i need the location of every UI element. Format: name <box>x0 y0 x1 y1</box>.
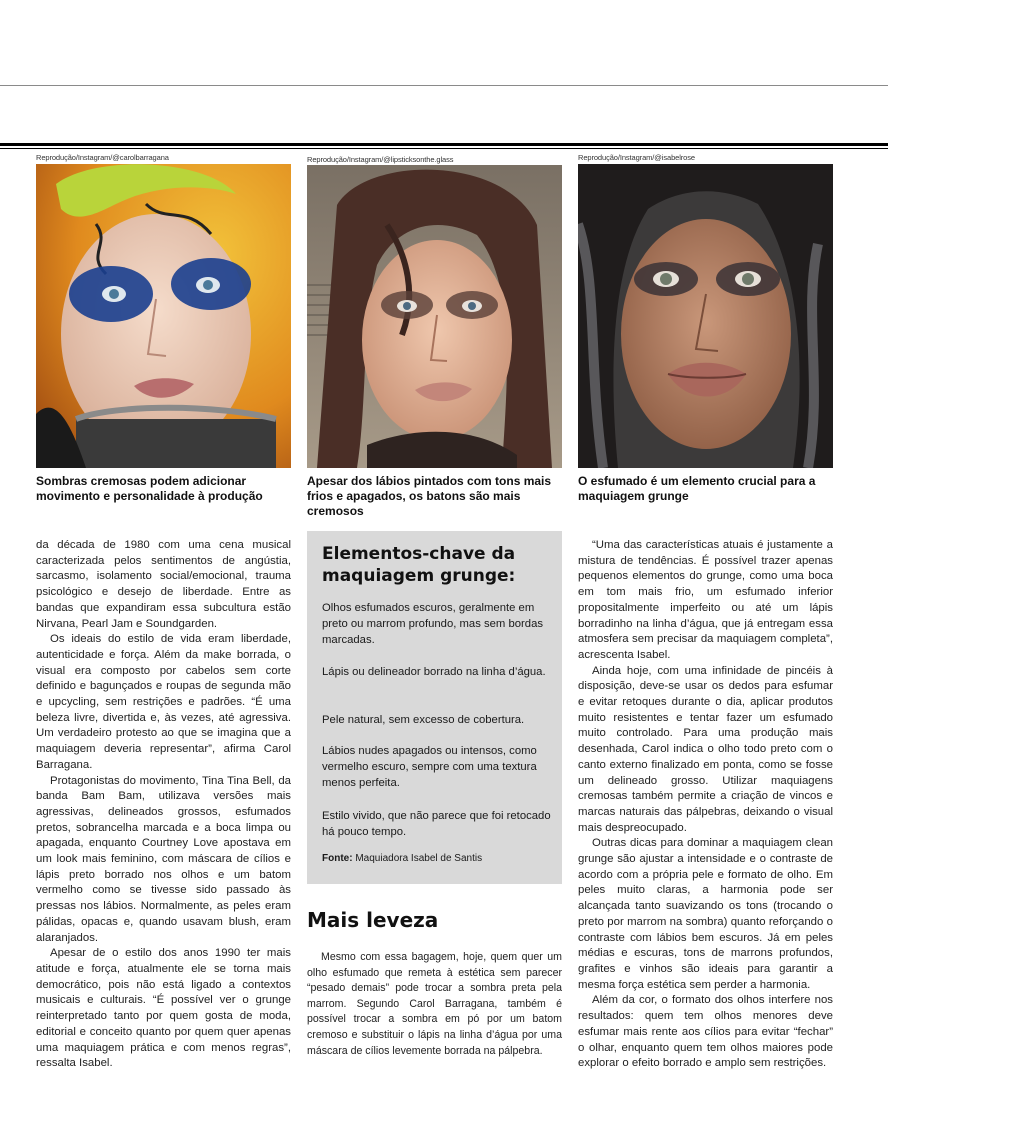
box-title: Elementos-chave da maquiagem grunge: <box>322 544 516 586</box>
photo-caption: O esfumado é um elemento crucial para a maquiagem grunge <box>578 474 816 503</box>
paragraph: Ainda hoje, com uma infinidade de pincéis à disposição, deve-se usar os dedos para esfumar e evitar retoques durante o dia, aplicar produtos muito resistentes e tentar fazer um esfumado muito controlado. Para uma produção mais desenhada, Carol indica o olho todo preto com o canto externo finalizado em ponta, como se fosse um delineado grosso. Utilizar maquiagens cremosas também permite a criação de vincos e marcas naturais das pálpebras, deixando o visual mais despreocupado. <box>578 664 833 834</box>
paragraph: Mesmo com essa bagagem, hoje, quem quer um olho esfumado que remeta à estética sem parecer “pesado demais” pode trocar a sombra preta pela marrom. Segundo Carol Barragana, também é possível trocar a sombra em pó por um batom cremoso e substituir o lápis na linha d’água por uma máscara de cílios levemente borrada na pálpebra. <box>307 951 562 1057</box>
paragraph: Além da cor, o formato dos olhos interfere nos resultados: quem tem olhos menores deve esfumar mais rente aos cílios para evitar “fechar” o olhar, enquanto quem tem olhos maiores pode explorar o efeito borrado e amplo sem restrições. <box>578 994 833 1070</box>
photo-caption: Sombras cremosas podem adicionar movimento e personalidade à produção <box>36 474 263 503</box>
box-item: Pele natural, sem excesso de cobertura. <box>322 714 525 726</box>
section-heading: Mais leveza <box>307 908 439 932</box>
section-divider-thick <box>0 143 888 146</box>
source-label: Fonte: <box>322 853 353 864</box>
top-divider <box>0 85 888 86</box>
paragraph: Os ideais do estilo de vida eram liberdade, autenticidade e força. Além da make borrada, o visual era composto por cabelos sem corte definido e bagunçados e roupas de segunda mão e upcycling, sem restrições e padrões. “É uma beleza livre, divertida e, às vezes, até agressiva. Um verdadeiro protesto ao que se imagina que a maquiagem deveria representar”, afirma Carol Barragana. <box>36 633 291 771</box>
portrait-photo-blue-eyeshadow <box>36 164 291 468</box>
photo-credit: Reprodução/Instagram/@lipsticksonthe.glass <box>307 155 454 164</box>
portrait-photo-smoky-eyes <box>578 164 833 468</box>
article-column-3 <box>578 538 833 1072</box>
photo-caption: Apesar dos lábios pintados com tons mais frios e apagados, os batons são mais cremosos <box>307 474 552 518</box>
photo-credit: Reprodução/Instagram/@isabelrose <box>578 153 695 162</box>
source-text: Maquiadora Isabel de Santis <box>355 853 483 864</box>
key-elements-box <box>307 531 562 884</box>
article-column-1 <box>36 538 291 1072</box>
box-item: Lápis ou delineador borrado na linha d’água. <box>322 666 546 678</box>
paragraph: Protagonistas do movimento, Tina Tina Bell, da banda Bam Bam, utilizava versões mais agressivas, delineados grossos, esfumados pretos, sobrancelha marcada e a boca limpa ou apagada, enquanto Courtney Love apostava em um look mais feminino, com máscara de cílios e lápis preto borrado nos olhos e um batom vermelho como se tivesse sido passado às pressas nos lábios. Normalmente, as peles eram pálidas, opacas e, quando usavam blush, eram alaranjados. <box>36 774 291 944</box>
box-source <box>322 853 482 864</box>
section-divider-thin <box>0 148 888 149</box>
paragraph: “Uma das características atuais é justamente a mistura de tendências. É possível trazer apenas pequenos elementos do grunge, como uma boca em tom mais frio, um esfumado inferior propositalmente imperfeito ou até um lápis borradinho na linha d’água, que já entregam essa atmosfera sem precisar da maquiagem completa”, acrescenta Isabel. <box>578 539 833 661</box>
paragraph: da década de 1980 com uma cena musical caracterizada pelos sentimentos de angústia, sarcasmo, isolamento social/emocional, trauma psicológico e desejo de liberdade. Entre as bandas que expandiram essa subcultura estão Nirvana, Pearl Jam e Soundgarden. <box>36 539 291 630</box>
box-item: Olhos esfumados escuros, geralmente em preto ou marrom profundo, mas sem bordas marcadas. <box>322 602 544 646</box>
box-item: Lábios nudes apagados ou intensos, como vermelho escuro, sempre com uma textura menos perfeita. <box>322 745 537 789</box>
photo-credit: Reprodução/Instagram/@carolbarragana <box>36 153 169 162</box>
article-column-2 <box>307 950 562 1059</box>
paragraph: Outras dicas para dominar a maquiagem clean grunge são ajustar a intensidade e o contraste de acordo com a própria pele e formato de olho. Em peles muito claras, a harmonia pode ser alcançada tanto suavizando os tons (trocando o preto por marrom na sombra) quanto reforçando o contraste com lábios bem escuros. Já em peles médias e escuras, tons de marrons profundos, grafites e vinhos são ideais para garantir a mesma força estética sem perder a harmonia. <box>578 837 833 991</box>
paragraph: Apesar de o estilo dos anos 1990 ter mais atitude e força, atualmente ele se torna mais democrático, pois não está ligado a contextos musicais e culturais. “É possível ver o grunge reinterpretado tanto por quem gosta de moda, editorial e conceito quanto por quem quer apenas uma maquiagem prática e com menos regras”, ressalta Isabel. <box>36 947 291 1070</box>
box-item: Estilo vivido, que não parece que foi retocado há pouco tempo. <box>322 810 551 838</box>
portrait-photo-smudged-eyes <box>307 165 562 468</box>
